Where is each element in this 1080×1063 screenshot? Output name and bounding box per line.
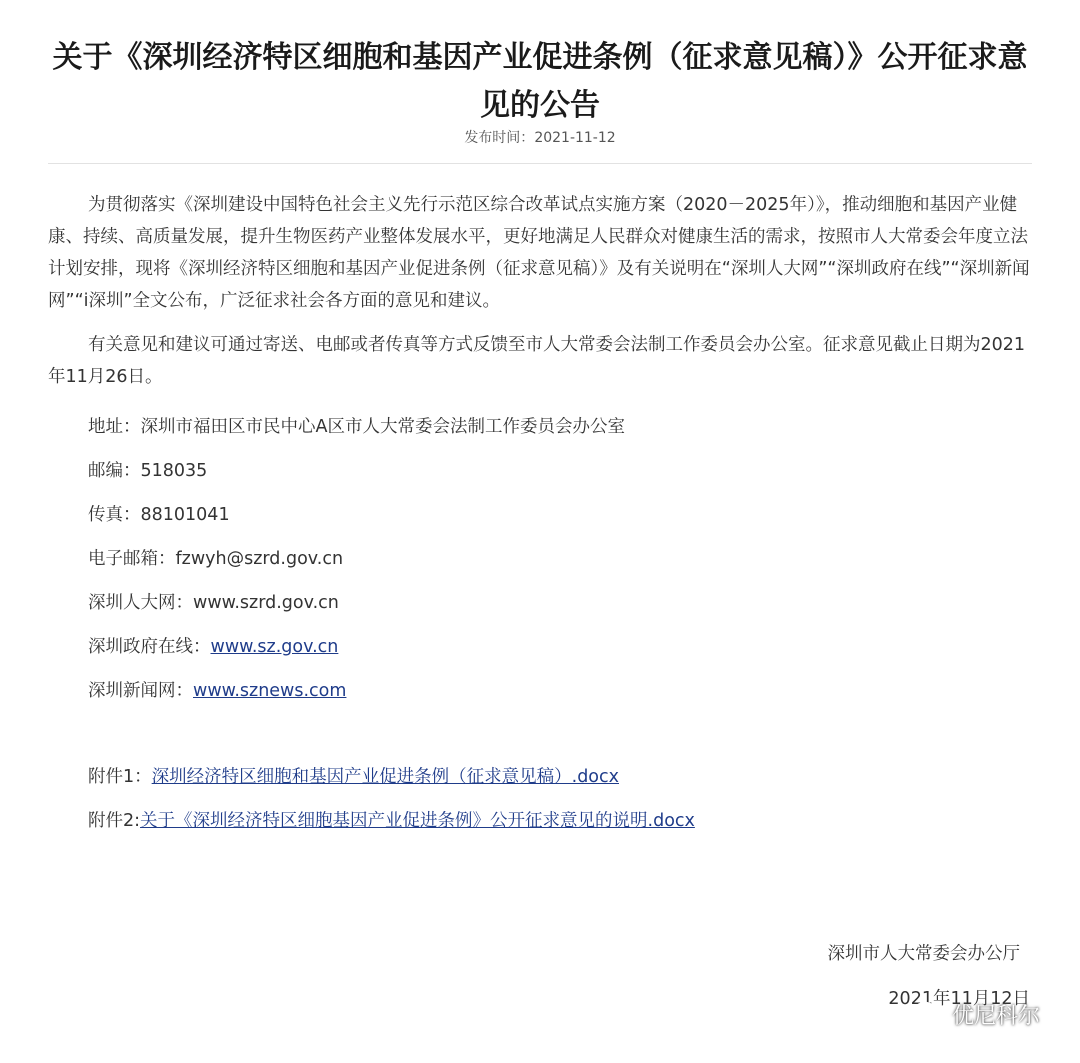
title-divider <box>48 163 1032 164</box>
attachment-1-line <box>48 755 1032 799</box>
address-line <box>48 405 1032 449</box>
szrd-label: 深圳人大网： <box>88 593 193 613</box>
zip-label: 邮编： <box>88 461 141 481</box>
email-value: fzwyh@szrd.gov.cn <box>175 549 344 569</box>
intro-paragraph: 为贯彻落实《深圳建设中国特色社会主义先行示范区综合改革试点实施方案（2020－2025年）》，推动细胞和基因产业健康、持续、高质量发展，提升生物医药产业整体发展水平，更好地满足人民群众对健康生活的需求，按照市人大常委会年度立法计划安排，现将《深圳经济特区细胞和基因产业促进条例（征求意见稿）》及有关说明在“深圳人大网”“深圳政府在线”“深圳新闻网”“i深圳”全文公布，广泛征求社会各方面的意见和建议。 <box>48 195 1030 311</box>
zip-line <box>48 449 1032 493</box>
signature: 深圳市人大常委会办公厅 <box>827 944 1020 964</box>
article-body <box>48 189 1032 843</box>
szgov-line <box>48 625 1032 669</box>
attachment-2-label: 附件2: <box>88 811 141 831</box>
address-label: 地址： <box>88 417 141 437</box>
signature-date: 2021年11月12日 <box>888 989 1030 1009</box>
sznews-line <box>48 669 1032 713</box>
fax-label: 传真： <box>88 505 141 525</box>
szgov-label: 深圳政府在线： <box>88 637 211 657</box>
spacer <box>48 713 1032 755</box>
attachment-1-label: 附件1： <box>88 767 152 787</box>
fax-line <box>48 493 1032 537</box>
szgov-link[interactable]: www.sz.gov.cn <box>210 637 339 657</box>
watermark-text: 优尼科尔 <box>951 1003 1040 1029</box>
address-value: 深圳市福田区市民中心A区市人大常委会法制工作委员会办公室 <box>140 417 625 437</box>
email-line <box>48 537 1032 581</box>
email-label: 电子邮箱： <box>88 549 176 569</box>
watermark <box>912 996 1040 1032</box>
attachment-2-line <box>48 799 1032 843</box>
attachment-1-link[interactable]: 深圳经济特区细胞和基因产业促进条例（征求意见稿）.docx <box>151 767 619 787</box>
fax-value: 88101041 <box>140 505 230 525</box>
szrd-line <box>48 581 1032 625</box>
feedback-paragraph: 有关意见和建议可通过寄送、电邮或者传真等方式反馈至市人大常委会法制工作委员会办公室。征求意见截止日期为2021年11月26日。 <box>48 335 1026 387</box>
sznews-link[interactable]: www.sznews.com <box>193 681 347 701</box>
szrd-value: www.szrd.gov.cn <box>193 593 339 613</box>
zip-value: 518035 <box>140 461 208 481</box>
publish-date-value: 2021-11-12 <box>534 130 616 146</box>
publish-date-label: 发布时间： <box>464 130 535 146</box>
publish-date <box>0 127 1080 147</box>
attachment-2-link[interactable]: 关于《深圳经济特区细胞基因产业促进条例》公开征求意见的说明.docx <box>140 811 695 831</box>
wechat-icon <box>912 1000 946 1028</box>
sznews-label: 深圳新闻网： <box>88 681 193 701</box>
page-title: 关于《深圳经济特区细胞和基因产业促进条例（征求意见稿）》公开征求意见的公告 <box>52 40 1028 123</box>
